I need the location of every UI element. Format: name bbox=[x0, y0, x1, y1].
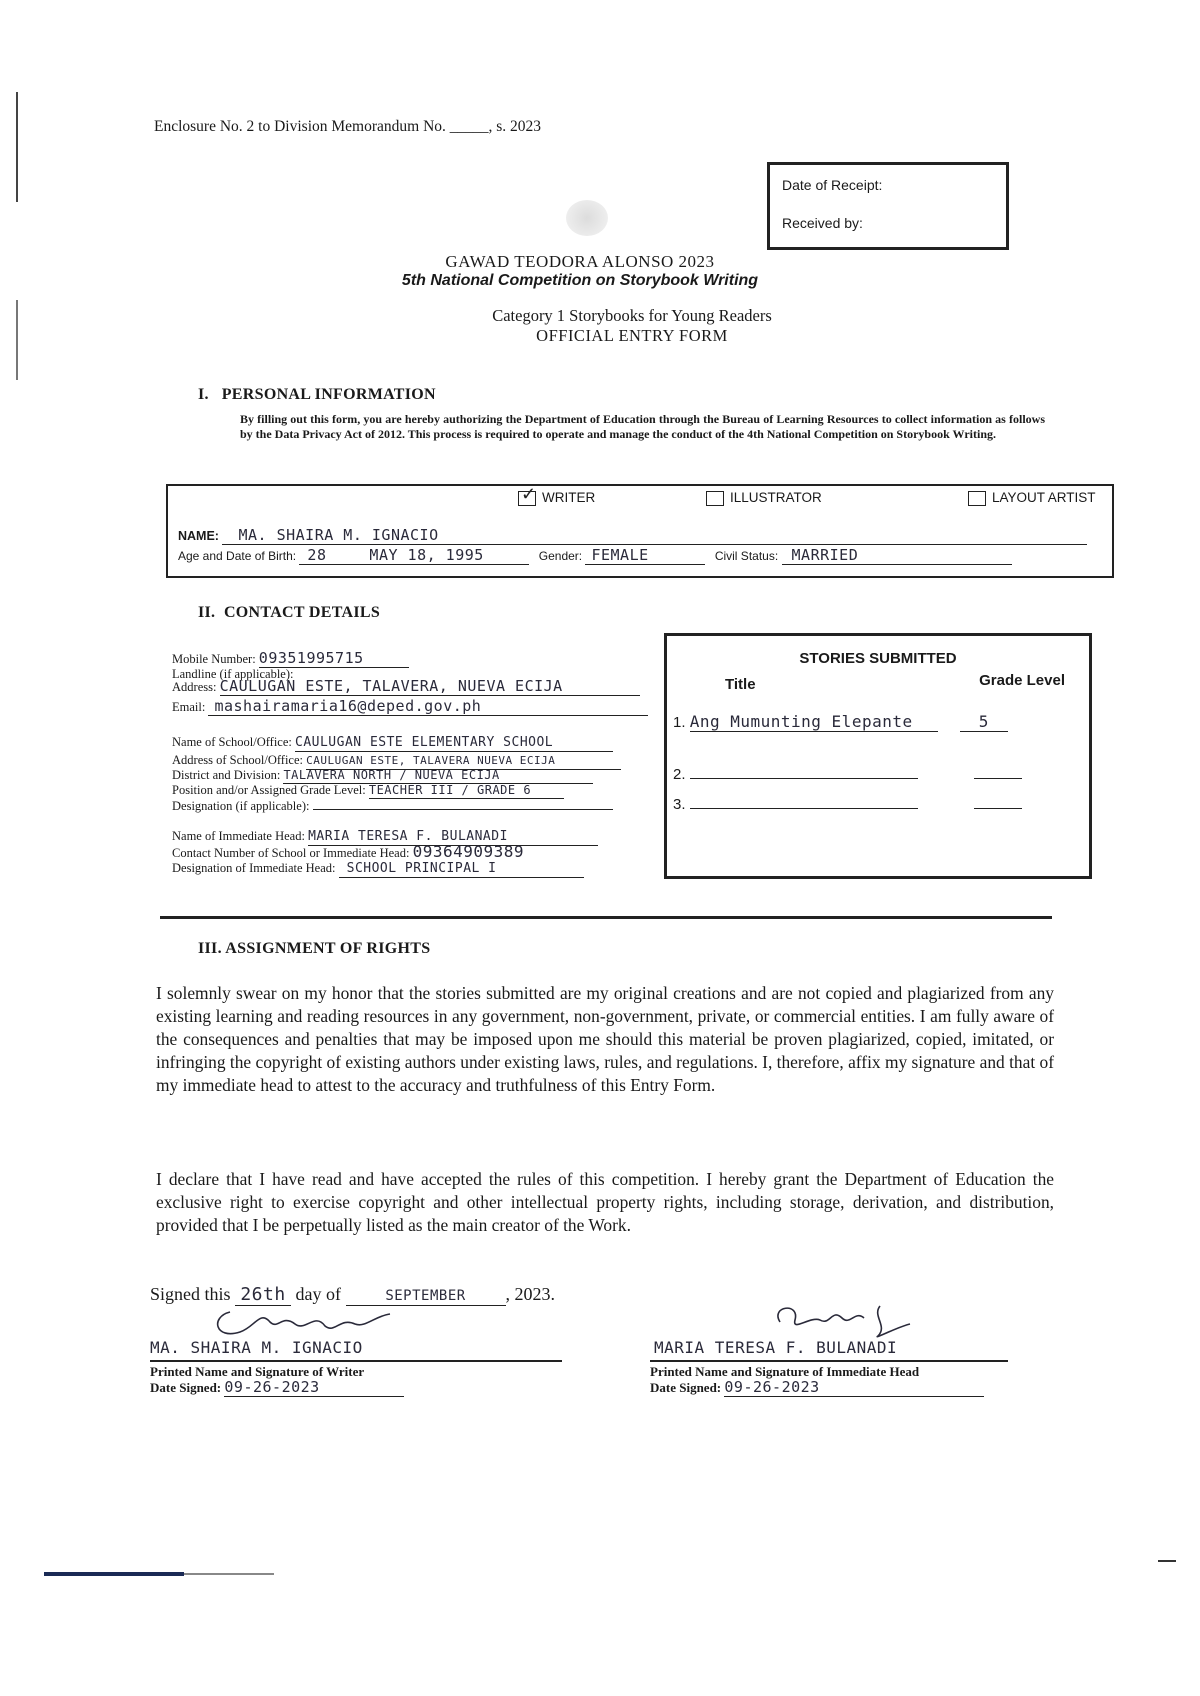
scan-bottom-mark bbox=[1158, 1560, 1176, 1562]
writer-caption: Printed Name and Signature of Writer bbox=[150, 1364, 365, 1379]
head-contact-value: 09364909389 bbox=[412, 842, 525, 861]
head-caption: Printed Name and Signature of Immediate Head bbox=[650, 1364, 920, 1379]
email-row bbox=[172, 698, 648, 716]
address-field[interactable] bbox=[220, 678, 640, 696]
school-name-label: Name of School/Office: bbox=[172, 735, 292, 749]
competition-title: GAWAD TEODORA ALONSO 2023 bbox=[445, 252, 715, 271]
school-name-row bbox=[172, 734, 613, 752]
name-row bbox=[178, 526, 1098, 545]
story-title-field[interactable] bbox=[690, 712, 938, 732]
position-label: Position and/or Assigned Grade Level: bbox=[172, 783, 366, 797]
mobile-value: 09351995715 bbox=[258, 649, 364, 667]
address-label: Address: bbox=[172, 680, 217, 694]
head-signature-line bbox=[650, 1360, 1008, 1362]
dob-field[interactable] bbox=[339, 546, 529, 565]
rights-paragraph-2: I declare that I have read and have accepted the rules of this competition. I hereby grant the Department of Education the exclusive right to exercise copyright and other intellectual property rights, including storage, derivation, and distribution, provided that I be perpetually listed as the main creator of the Work. bbox=[156, 1169, 1054, 1235]
head-contact-label: Contact Number of School or Immediate Head: bbox=[172, 846, 410, 860]
landline-label: Landline (if applicable): bbox=[172, 667, 294, 681]
head-designation-field[interactable] bbox=[339, 860, 584, 878]
immediate-head-value: MARIA TERESA F. BULANADI bbox=[308, 829, 508, 844]
school-address-label: Address of School/Office: bbox=[172, 753, 303, 767]
role-illustrator[interactable] bbox=[706, 490, 822, 506]
stories-heading: STORIES SUBMITTED bbox=[799, 650, 957, 667]
email-field[interactable] bbox=[208, 698, 648, 716]
gender-label: Gender: bbox=[538, 549, 583, 563]
writer-signature-line bbox=[150, 1360, 562, 1362]
name-label: NAME: bbox=[178, 529, 219, 543]
head-date-label: Date Signed: bbox=[650, 1380, 722, 1395]
head-signature bbox=[760, 1296, 920, 1340]
head-date-value: 09-26-2023 bbox=[724, 1378, 820, 1396]
date-of-receipt-label: Date of Receipt: bbox=[782, 177, 883, 193]
story-number: 2. bbox=[673, 766, 686, 783]
rights-paragraph-1: I solemnly swear on my honor that the stories submitted are my original creations and are not copied and plagiarized from any existing learning and reading resources in any government, non-government, private, or commercial entities. I am fully aware of the consequences and penalties that may be imposed upon me should this material be proven plagiarized, copied, imitated, or infringing the copyright of existing authors under existing laws, rules, and regulations. I, therefore, affix my signature and that of my immediate head to attest to the accuracy and truthfulness of this Entry Form. bbox=[156, 983, 1054, 1095]
civil-status-label: Civil Status: bbox=[714, 549, 779, 563]
head-printed-name: MARIA TERESA F. BULANADI bbox=[654, 1338, 898, 1357]
writer-printed-name: MA. SHAIRA M. IGNACIO bbox=[150, 1338, 363, 1357]
age-row bbox=[178, 546, 1098, 565]
email-value: mashairamaria16@deped.gov.ph bbox=[214, 697, 482, 715]
mobile-label: Mobile Number: bbox=[172, 652, 256, 666]
scan-bottom-mark bbox=[44, 1572, 184, 1576]
writer-date-value: 09-26-2023 bbox=[224, 1378, 320, 1396]
scan-bottom-mark bbox=[184, 1573, 274, 1575]
story-grade-field[interactable] bbox=[960, 712, 1008, 732]
designation-row bbox=[172, 798, 613, 814]
story-title-field[interactable] bbox=[690, 764, 918, 779]
writer-date-label: Date Signed: bbox=[150, 1380, 222, 1395]
scan-edge-mark bbox=[16, 92, 18, 202]
email-label: Email: bbox=[172, 700, 206, 714]
dob-value: MAY 18, 1995 bbox=[369, 546, 484, 564]
story-grade-field[interactable] bbox=[974, 794, 1022, 809]
head-contact-row bbox=[172, 844, 524, 861]
school-address-value: CAULUGAN ESTE, TALAVERA NUEVA ECIJA bbox=[306, 754, 556, 767]
day-value: 26th bbox=[240, 1284, 286, 1305]
head-designation-value: SCHOOL PRINCIPAL I bbox=[346, 861, 497, 876]
story-grade-value: 5 bbox=[978, 712, 989, 731]
civil-status-value: MARRIED bbox=[791, 546, 859, 564]
civil-status-field[interactable] bbox=[782, 546, 1012, 565]
address-row bbox=[172, 678, 640, 696]
head-date-field[interactable] bbox=[724, 1378, 984, 1397]
enclosure-line: Enclosure No. 2 to Division Memorandum No. _____, s. 2023 bbox=[154, 118, 542, 135]
address-value: CAULUGAN ESTE, TALAVERA, NUEVA ECIJA bbox=[219, 677, 563, 695]
writer-checkbox[interactable] bbox=[518, 483, 537, 506]
form-title: OFFICIAL ENTRY FORM bbox=[536, 326, 728, 345]
district-value: TALAVERA NORTH / NUEVA ECIJA bbox=[283, 768, 500, 782]
age-field[interactable] bbox=[299, 546, 339, 565]
story-title-value: Ang Mumunting Elepante bbox=[689, 712, 913, 731]
section-contact-heading: II. CONTACT DETAILS bbox=[198, 604, 381, 621]
illustrator-checkbox[interactable] bbox=[706, 491, 724, 506]
age-value: 28 bbox=[307, 546, 327, 564]
story-row bbox=[673, 764, 1073, 783]
role-writer-label: WRITER bbox=[542, 490, 596, 505]
story-row bbox=[673, 712, 1073, 732]
role-layout-artist[interactable] bbox=[968, 490, 1096, 506]
grade-column-header: Grade Level bbox=[979, 672, 1065, 689]
writer-date-row bbox=[150, 1378, 404, 1397]
section-rights-heading: III. ASSIGNMENT OF RIGHTS bbox=[198, 940, 431, 957]
gender-value: FEMALE bbox=[591, 546, 649, 564]
head-designation-row bbox=[172, 860, 584, 878]
personal-info-box bbox=[166, 484, 1114, 578]
name-value: MA. SHAIRA M. IGNACIO bbox=[238, 526, 439, 544]
story-number: 3. bbox=[673, 796, 686, 813]
writer-signature bbox=[200, 1302, 400, 1342]
story-row bbox=[673, 794, 1073, 813]
writer-date-field[interactable] bbox=[224, 1378, 404, 1397]
position-field[interactable] bbox=[369, 782, 564, 799]
checkmark-icon: ✓ bbox=[521, 483, 537, 504]
gender-field[interactable] bbox=[585, 546, 705, 565]
signed-this-label: Signed this bbox=[150, 1284, 231, 1304]
deped-logo bbox=[566, 200, 608, 236]
receipt-box bbox=[767, 162, 1009, 250]
role-writer[interactable] bbox=[518, 483, 596, 506]
section-personal-heading: I. PERSONAL INFORMATION bbox=[198, 386, 436, 403]
layout-artist-checkbox[interactable] bbox=[968, 491, 986, 506]
role-layout-artist-label: LAYOUT ARTIST bbox=[992, 490, 1096, 505]
head-designation-label: Designation of Immediate Head: bbox=[172, 861, 336, 875]
story-title-field[interactable] bbox=[690, 794, 918, 809]
stories-submitted-box bbox=[664, 633, 1092, 879]
month-value: SEPTEMBER bbox=[385, 1288, 466, 1304]
school-name-field[interactable] bbox=[295, 734, 613, 752]
name-field[interactable] bbox=[222, 526, 1087, 545]
section-divider bbox=[160, 916, 1052, 919]
category-title: Category 1 Storybooks for Young Readers bbox=[492, 306, 772, 325]
competition-subtitle: 5th National Competition on Storybook Writing bbox=[401, 272, 759, 289]
age-dob-label: Age and Date of Birth: bbox=[178, 549, 297, 563]
story-number: 1. bbox=[673, 714, 686, 731]
position-row bbox=[172, 782, 564, 799]
position-value: TEACHER III / GRADE 6 bbox=[368, 783, 532, 797]
day-of-label: day of bbox=[295, 1284, 341, 1304]
designation-label: Designation (if applicable): bbox=[172, 799, 310, 813]
received-by-label: Received by: bbox=[782, 215, 863, 231]
district-label: District and Division: bbox=[172, 768, 281, 782]
year-text: , 2023. bbox=[505, 1284, 555, 1304]
school-name-value: CAULUGAN ESTE ELEMENTARY SCHOOL bbox=[295, 735, 554, 750]
privacy-notice: By filling out this form, you are hereby authorizing the Department of Education through the Bureau of Learning Resources to collect information as follows by the Data Privacy Act of 2012. This process is required to operate and manage the conduct of the 4th National Competition on Storybook Writing. bbox=[240, 412, 1045, 441]
story-grade-field[interactable] bbox=[974, 764, 1022, 779]
head-date-row bbox=[650, 1378, 984, 1397]
role-illustrator-label: ILLUSTRATOR bbox=[730, 490, 822, 505]
immediate-head-label: Name of Immediate Head: bbox=[172, 829, 305, 843]
designation-field[interactable] bbox=[313, 809, 613, 810]
title-column-header: Title bbox=[725, 676, 756, 693]
